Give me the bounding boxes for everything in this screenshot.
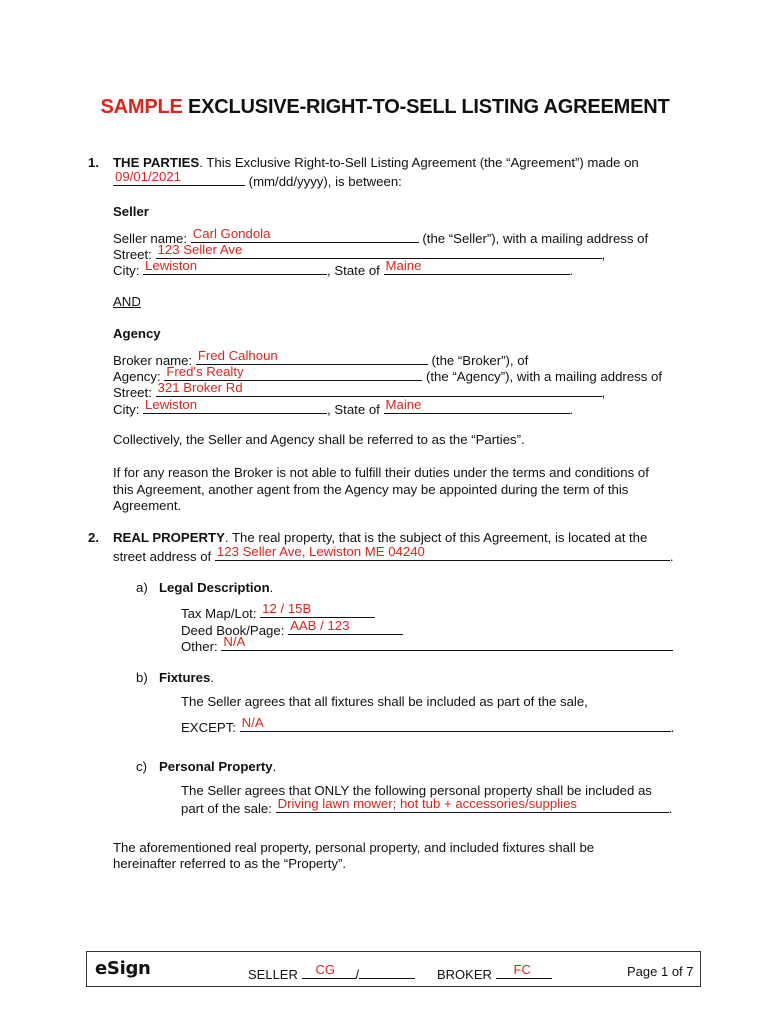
agency-street-line: Street: 321 Broker Rd , — [113, 380, 606, 400]
seller-state-value: Maine — [385, 258, 422, 273]
deed-book-label: Deed Book/Page: — [181, 623, 285, 638]
legal-description-heading-line: Legal Description. — [159, 580, 274, 595]
seller-name-label: Seller name: — [113, 231, 188, 246]
tax-map-value: 12 / 15B — [262, 601, 312, 616]
page-footer — [86, 951, 701, 987]
agency-label: Agency: — [113, 369, 161, 384]
seller-street-line: Street: 123 Seller Ave , — [113, 242, 606, 262]
fixtures-heading: Fixtures — [159, 670, 211, 685]
duties-paragraph-line-3: Agreement. — [113, 498, 182, 513]
tax-map-field[interactable] — [260, 603, 375, 618]
section-2-heading: REAL PROPERTY — [113, 530, 225, 545]
property-address-line: street address of 123 Seller Ave, Lewiston ME 04240 . — [113, 544, 674, 564]
other-value: N/A — [223, 634, 246, 649]
date-format-text: (mm/dd/yyyy), is between: — [248, 174, 402, 189]
agency-state-value: Maine — [385, 397, 422, 412]
seller-city-value: Lewiston — [145, 258, 198, 273]
broker-initials-value: FC — [513, 962, 531, 977]
except-label: EXCEPT: — [181, 720, 236, 735]
property-address-field[interactable] — [215, 546, 670, 561]
sample-label: SAMPLE — [100, 96, 183, 118]
initials-slash: / — [355, 967, 360, 982]
except-value: N/A — [241, 715, 264, 730]
page-number: Page 1 of 7 — [627, 964, 694, 979]
fixtures-text: The Seller agrees that all fixtures shall be included as part of the sale, — [181, 694, 588, 709]
section-1-number: 1. — [88, 155, 99, 170]
agency-city-line: City: Lewiston , State of Maine . — [113, 397, 574, 417]
personal-property-label: part of the sale: — [181, 801, 272, 816]
deed-book-field[interactable] — [288, 620, 403, 635]
seller-street-label: Street: — [113, 247, 152, 262]
seller-initials-label: SELLER — [248, 967, 298, 982]
agency-heading: Agency — [113, 326, 161, 341]
document-title — [0, 95, 770, 119]
section-1-intro — [113, 154, 639, 171]
seller-initials-field[interactable] — [302, 964, 356, 979]
except-field[interactable] — [240, 717, 671, 732]
broker-name-suffix: (the “Broker”), of — [431, 353, 529, 368]
seller-name-suffix: (the “Seller”), with a mailing address of — [422, 231, 649, 246]
seller-initials-line — [248, 964, 415, 983]
property-address-value: 123 Seller Ave, Lewiston ME 04240 — [216, 544, 425, 559]
agency-street-label: Street: — [113, 385, 152, 400]
seller-city-label: City: — [113, 263, 140, 278]
except-line: EXCEPT: N/A . — [181, 715, 675, 735]
broker-initials-label: BROKER — [437, 967, 492, 982]
fixtures-heading-line: Fixtures. — [159, 670, 214, 685]
agency-value: Fred's Realty — [166, 364, 244, 379]
personal-property-text: The Seller agrees that ONLY the following personal property shall be included as — [181, 783, 652, 798]
other-label: Other: — [181, 639, 218, 654]
duties-paragraph-line-1: If for any reason the Broker is not able to fulfill their duties under the terms and conditions of — [113, 465, 649, 480]
personal-property-heading: Personal Property — [159, 759, 273, 774]
seller-second-initials-field[interactable] — [359, 964, 415, 979]
property-definition-line-2: hereinafter referred to as the “Property”. — [113, 856, 347, 871]
section-2-number: 2. — [88, 530, 99, 545]
other-line — [181, 636, 673, 655]
tax-map-label: Tax Map/Lot: — [181, 606, 257, 621]
broker-initials-line — [437, 964, 552, 983]
seller-street-value: 123 Seller Ave — [157, 242, 243, 257]
section-1-intro-text: . This Exclusive Right-to-Sell Listing Agreement (the “Agreement”) made on — [199, 155, 639, 170]
personal-property-field[interactable] — [276, 798, 669, 813]
other-field[interactable] — [221, 636, 673, 651]
subsection-c-label: c) — [136, 759, 147, 774]
title-text: EXCLUSIVE-RIGHT-TO-SELL LISTING AGREEMENT — [188, 96, 670, 118]
personal-property-heading-line: Personal Property. — [159, 759, 277, 774]
agency-city-field[interactable] — [143, 399, 327, 414]
personal-property-value: Driving lawn mower; hot tub + accessories/supplies — [277, 796, 577, 811]
agency-street-field[interactable] — [156, 382, 602, 397]
property-definition-line-1: The aforementioned real property, personal property, and included fixtures shall be — [113, 840, 595, 855]
collectively-text: Collectively, the Seller and Agency shall be referred to as the “Parties”. — [113, 432, 525, 447]
seller-initials-value: CG — [315, 962, 335, 977]
seller-state-label: , State of — [327, 263, 380, 278]
agency-state-label: , State of — [327, 402, 380, 417]
agency-city-label: City: — [113, 402, 140, 417]
subsection-a-label: a) — [136, 580, 148, 595]
seller-name-value: Carl Gondola — [192, 226, 271, 241]
agreement-date-field[interactable] — [113, 171, 245, 186]
property-address-label: street address of — [113, 549, 212, 564]
seller-heading: Seller — [113, 204, 149, 219]
agency-suffix: (the “Agency”), with a mailing address of — [426, 369, 663, 384]
agency-street-value: 321 Broker Rd — [157, 380, 243, 395]
seller-state-field[interactable] — [384, 260, 570, 275]
broker-name-field[interactable] — [196, 350, 428, 365]
agreement-date-value: 09/01/2021 — [115, 169, 182, 184]
seller-name-field[interactable] — [191, 228, 419, 243]
section-2-intro-text: . The real property, that is the subject of this Agreement, is located at the — [224, 530, 648, 545]
and-text: AND — [113, 294, 141, 309]
legal-description-heading: Legal Description — [159, 580, 270, 595]
esign-logo: eSign — [95, 958, 151, 979]
personal-property-line: part of the sale: Driving lawn mower; hot tub + accessories/supplies . — [181, 796, 673, 816]
agency-city-value: Lewiston — [145, 397, 198, 412]
duties-paragraph-line-2: this Agreement, another agent from the Agency may be appointed during the term of this — [113, 482, 629, 497]
deed-book-value: AAB / 123 — [290, 618, 350, 633]
agency-field[interactable] — [164, 366, 422, 381]
broker-name-value: Fred Calhoun — [197, 348, 278, 363]
agreement-date-line — [113, 171, 402, 190]
section-1-heading: THE PARTIES — [113, 155, 200, 170]
seller-city-field[interactable] — [143, 260, 327, 275]
broker-initials-field[interactable] — [496, 964, 552, 979]
seller-city-line: City: Lewiston , State of Maine . — [113, 258, 574, 278]
seller-street-field[interactable] — [156, 244, 602, 259]
subsection-b-label: b) — [136, 670, 148, 685]
agency-state-field[interactable] — [384, 399, 570, 414]
broker-name-label: Broker name: — [113, 353, 193, 368]
